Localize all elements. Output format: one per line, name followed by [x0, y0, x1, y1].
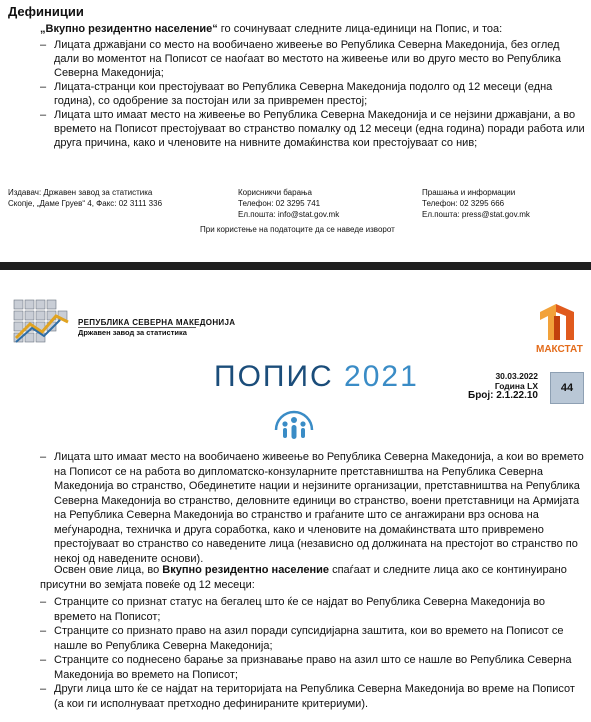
- dash-bullet: –: [40, 654, 47, 666]
- list-item: [40, 108, 585, 150]
- user-requests-info: [238, 187, 339, 220]
- release-year: Година LX: [494, 381, 538, 391]
- list-item-text: Лицата државјани со место на вообичаено живеење во Република Северна Македонија, без оглед дали во моментот на Пописот се наоѓаат во местото на живеење или во друго место во Република Северна Македонија;: [54, 39, 561, 79]
- makstat-logo-icon: [534, 300, 580, 342]
- list-item: [40, 682, 585, 711]
- para-term: Вкупно резидентно население: [162, 564, 330, 576]
- questions-info: [422, 187, 530, 220]
- additional-persons-list: [40, 595, 585, 711]
- dash-bullet: –: [40, 596, 47, 608]
- list-item-text: Лицата-странци кои престојуваат во Република Северна Македонија подолго од 12 месеци (една година), со одобрение за постојан или за привремен престој;: [54, 81, 553, 107]
- para-text: спаѓаат и следните лица ако се континуирано присутни во земјата повеќе од 12 месеци:: [40, 564, 567, 591]
- requests-email[interactable]: Ел.пошта: info@stat.gov.mk: [238, 210, 340, 219]
- makstat-label: МАКСТАТ: [536, 344, 583, 355]
- list-item-text: Други лица што ќе се најдат на територијата на Република Северна Македонија во време на Пописот (а кои ги исполнуваат претходно дефинираните критериуми).: [54, 683, 575, 710]
- publisher-address: Скопје, „Даме Груев“ 4, Факс: 02 3111 336: [8, 199, 163, 208]
- census-year: 2021: [344, 360, 419, 393]
- list-item-text: Странците со признат статус на бегалец што ќе се најдат во Република Северна Македонија во времето на Пописот;: [54, 596, 545, 623]
- definitions-list: [40, 38, 585, 150]
- intro-text: го сочинуваат следните лица-единици на Попис, и тоа:: [217, 23, 503, 35]
- dash-bullet: –: [40, 81, 47, 93]
- source-note: При користење на податоците да се наведе изворот: [200, 225, 395, 234]
- definitions-heading: Дефиниции: [8, 4, 84, 19]
- info-phone: Телефон: 02 3295 666: [422, 199, 505, 208]
- census-people-icon: [270, 400, 318, 444]
- list-item: [40, 624, 585, 653]
- requests-title: Корисникчи барања: [238, 188, 312, 197]
- page-separator: [0, 262, 591, 270]
- org-name: РЕПУБЛИКА СЕВЕРНА МАКЕДОНИЈА: [78, 318, 236, 327]
- list-item: [40, 80, 585, 108]
- release-number: Број: 2.1.22.10: [468, 390, 538, 401]
- list-item: [40, 595, 585, 624]
- release-meta: [468, 371, 538, 401]
- census-title: [214, 360, 419, 394]
- dash-bullet: –: [40, 451, 47, 463]
- definitions-intro: [40, 22, 585, 36]
- info-title: Прашања и информации: [422, 188, 516, 197]
- release-date: 30.03.2022: [495, 371, 538, 381]
- page-number-badge: 44: [550, 372, 584, 404]
- census-word: ПОПИС: [214, 360, 334, 393]
- list-item: [40, 450, 585, 566]
- additional-persons-paragraph: [40, 563, 585, 592]
- dash-bullet: –: [40, 39, 47, 51]
- para-text: Освен овие лица, во: [54, 564, 163, 576]
- requests-phone: Телефон: 02 3295 741: [238, 199, 321, 208]
- publisher-line: Издавач: Државен завод за статистика: [8, 188, 153, 197]
- info-email[interactable]: Ел.пошта: press@stat.gov.mk: [422, 210, 530, 219]
- publisher-info: [8, 187, 162, 209]
- list-item-text: Лицата што имаат место на вообичаено живеење во Република Северна Македонија, а кои во времето на Пописот се на работа во дипломатско-конзуларните претставништва на Република Северна Македонија во странство, Обединетите нации и нејзините организации, претставништва на Република Северна Македонија во странство, делoвните единици во странство, воени претставници на Армијата на Република Северна Македонија во странство и граѓаните што се ангажирани врз основа на меѓународна, техничка и друга соработка, како и членовите на домаќинствата што привремено престојуваат во странство со наведените лица (независно од должината на престојот во странство по некој од наведените основи).: [54, 451, 584, 565]
- list-item-text: Странците со признато право на азил поради супсидијарна заштита, кои во времето на Пописот се нашле во Република Северна Македонија;: [54, 625, 564, 652]
- list-item-text: Странците со поднесено барање за признавање право на азил што се нашле во Република Северна Македонија во времето на Пописот;: [54, 654, 572, 681]
- intro-term: „Вкупно резидентно население“: [40, 23, 218, 35]
- definitions-list-continued: [40, 450, 585, 566]
- org-subtitle: Државен завод за статистика: [78, 328, 187, 337]
- ssorm-logo-icon: [12, 298, 72, 344]
- dash-bullet: –: [40, 109, 47, 121]
- list-item-text: Лицата што имаат место на живеење во Република Северна Македонија и се нејзини државјани, а во времето на Пописот престојуваат во странство помалку од 12 месеци (една година) поради работа или друга причина, како и членовите на нивните домаќинства кои престојуваат со нив;: [54, 109, 585, 149]
- list-item: [40, 653, 585, 682]
- dash-bullet: –: [40, 625, 47, 637]
- dash-bullet: –: [40, 683, 47, 695]
- list-item: [40, 38, 585, 80]
